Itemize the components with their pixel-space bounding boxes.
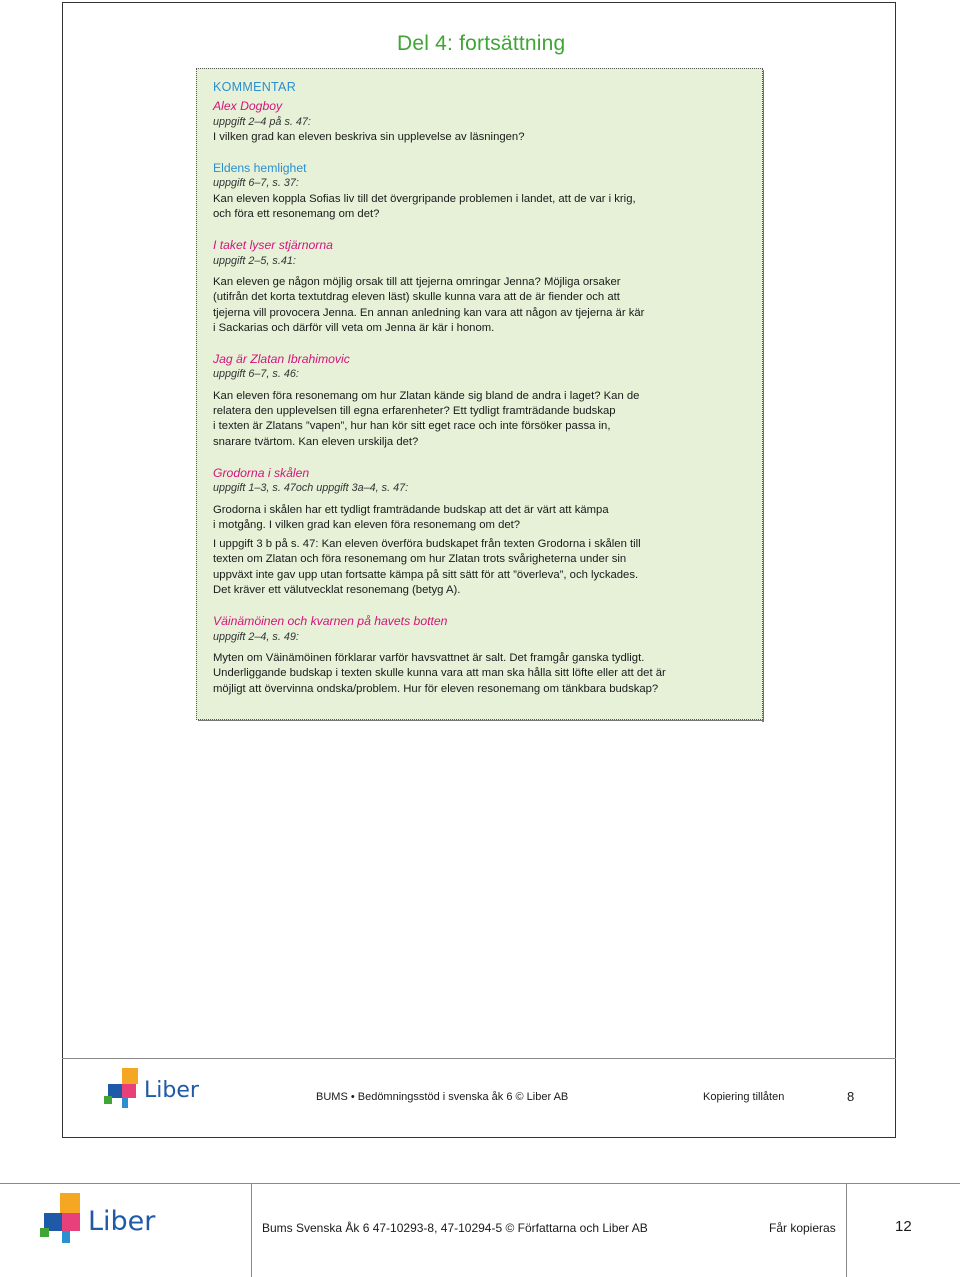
section-title: Jag är Zlatan Ibrahimovic	[213, 352, 350, 367]
logo-square-icon	[62, 1213, 80, 1231]
section-grodorna	[213, 466, 753, 598]
section-title: Grodorna i skålen	[213, 465, 310, 480]
logo-square-icon	[122, 1084, 136, 1098]
section-alex-dogboy	[213, 99, 753, 145]
section-title: Väinämöinen och kvarnen på havets botten	[213, 614, 448, 629]
footer-rights: Kopiering tillåten	[703, 1091, 785, 1103]
logo-square-icon	[104, 1096, 112, 1104]
footer-text: Bums Svenska Åk 6 47-10293-8, 47-10294-5 © Författarna och Liber AB	[262, 1221, 648, 1235]
section-title: Eldens hemlighet	[213, 161, 307, 176]
liber-logo-text: Liber	[88, 1206, 156, 1237]
section-subtitle: uppgift 6–7, s. 46:	[213, 368, 299, 381]
section-text: Grodorna i skålen har ett tydligt framträdande budskap att det är värt att kämpa i motgång. I vilken grad kan eleven föra resonemang om det?	[213, 503, 609, 531]
liber-logo-text: Liber	[144, 1078, 199, 1103]
section-subtitle: uppgift 2–4, s. 49:	[213, 630, 299, 643]
bottom-strip-divider	[0, 1183, 960, 1184]
section-zlatan	[213, 352, 753, 450]
section-text: Kan eleven koppla Sofias liv till det övergripande problemen i landet, att de var i krig, och föra ett resonemang om det?	[213, 192, 636, 221]
footer-divider	[62, 1058, 896, 1059]
strip-divider	[251, 1183, 252, 1277]
section-title: I taket lyser stjärnorna	[213, 238, 333, 253]
section-subtitle: uppgift 2–5, s.41:	[213, 254, 296, 267]
section-vainamoinen	[213, 614, 753, 696]
section-eldens-hemlighet	[213, 161, 753, 222]
strip-divider	[846, 1183, 847, 1277]
section-title: Alex Dogboy	[213, 99, 283, 114]
logo-square-icon	[60, 1193, 80, 1213]
section-text: Kan eleven föra resonemang om hur Zlatan kände sig bland de andra i laget? Kan de relatera den upplevelsen till egna erfarenheter? Ett tydligt framträdande budskap i texten är Zlatans ”vapen”, hur han kör sitt eget race och inte försöker passa in, snarare tvärtom. Kan eleven urskilja det?	[213, 389, 640, 448]
section-text: Myten om Väinämöinen förklarar varför havsvattnet är salt. Det framgår ganska tydligt. Underliggande budskap i texten skulle kunna vara att man ska hålla sitt löfte eller att det är möjligt att övervinna ondska/problem. Hur för eleven resonemang om tänkbara budskap?	[213, 651, 666, 695]
logo-square-icon	[122, 1098, 128, 1108]
page-number: 12	[895, 1218, 912, 1235]
section-subtitle: uppgift 6–7, s. 37:	[213, 177, 299, 190]
logo-square-icon	[40, 1228, 49, 1237]
comment-content	[213, 80, 753, 713]
section-subtitle: uppgift 2–4 på s. 47:	[213, 115, 311, 128]
logo-square-icon	[62, 1231, 70, 1243]
section-i-taket	[213, 238, 753, 336]
footer-text: BUMS • Bedömningsstöd i svenska åk 6 © Liber AB	[316, 1091, 569, 1103]
page-number: 8	[847, 1089, 855, 1104]
section-subtitle: uppgift 1–3, s. 47och uppgift 3a–4, s. 47:	[213, 482, 409, 495]
footer-rights: Får kopieras	[769, 1221, 836, 1235]
section-text: I uppgift 3 b på s. 47: Kan eleven överföra budskapet från texten Grodorna i skålen till texten om Zlatan och föra resonemang om hur Zlatan trots svårigheterna under sin uppväxt inte gav upp utan fortsatte kämpa på sitt sätt för att ”överleva”, och lyckades. Det kräver ett välutvecklat resonemang (betyg A).	[213, 538, 641, 597]
logo-square-icon	[122, 1068, 138, 1084]
section-text: Kan eleven ge någon möjlig orsak till att tjejerna omringar Jenna? Möjliga orsaker (utifrån det korta textutdrag eleven läst) skulle kunna vara att de är fiender och att tjejerna vill provocera Jenna. En annan anledning kan vara att någon av tjejerna är kär i Sackarias och därför vill veta om Jenna är kär i honom.	[213, 275, 645, 334]
kommentar-label: KOMMENTAR	[213, 80, 297, 94]
page-heading: Del 4: fortsättning	[397, 32, 566, 55]
section-text: I vilken grad kan eleven beskriva sin upplevelse av läsningen?	[213, 130, 525, 143]
